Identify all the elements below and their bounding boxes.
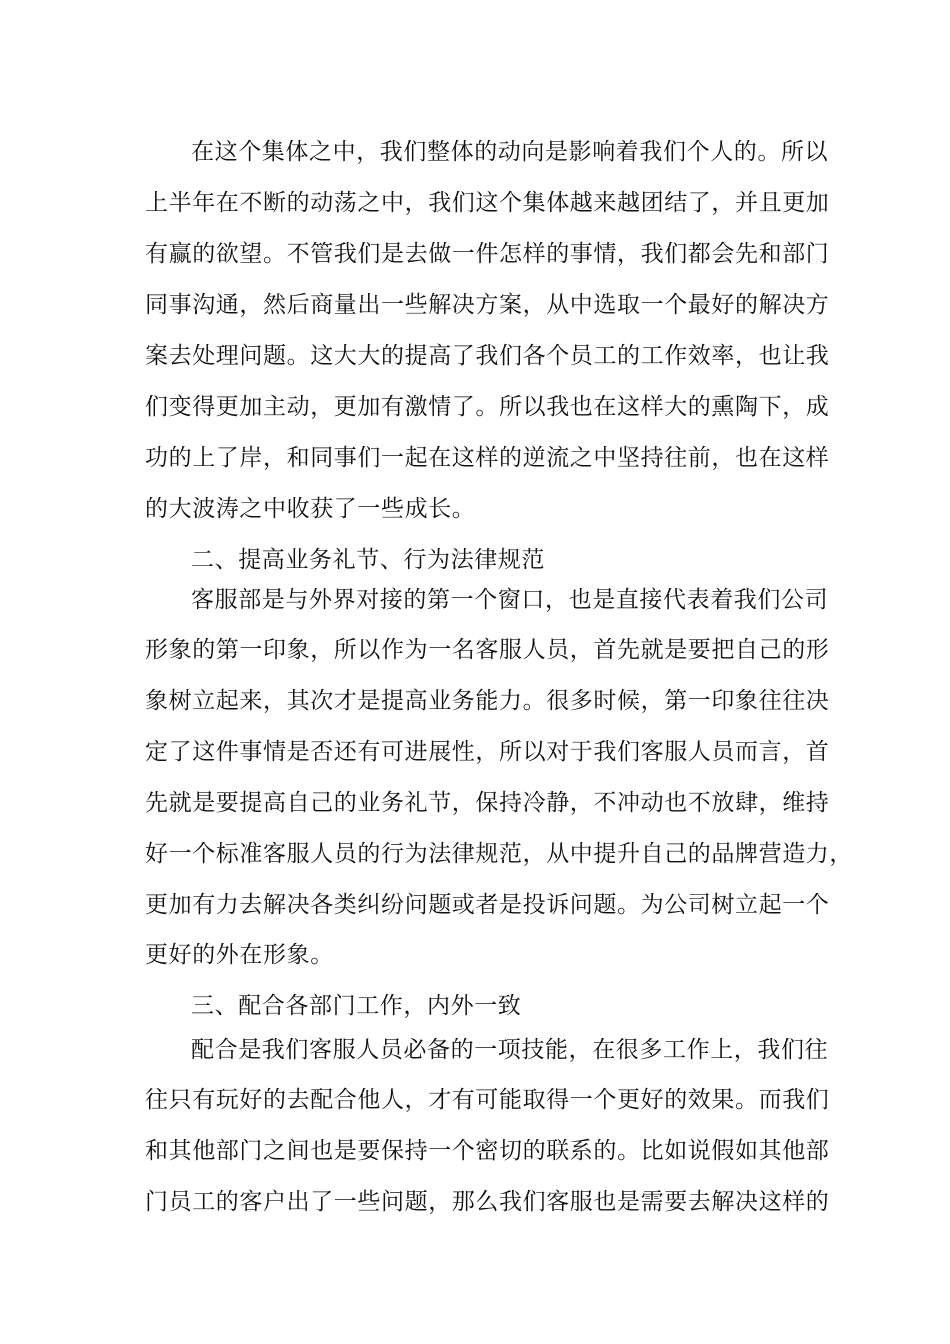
paragraph-line: 更好的外在形象。 — [145, 942, 334, 968]
paragraph-line: 门员工的客户出了一些问题，那么我们客服也是需要去解决这样的 — [145, 1189, 830, 1215]
section-heading: 二、提高业务礼节、行为法律规范 — [191, 547, 545, 573]
paragraph-line: 先就是要提高自己的业务礼节，保持冷静，不冲动也不放肆，维持 — [145, 790, 830, 816]
paragraph-line: 更加有力去解决各类纠纷问题或者是投诉问题。为公司树立起一个 — [145, 892, 830, 918]
paragraph-line: 形象的第一印象，所以作为一名客服人员，首先就是要把自己的形 — [145, 637, 830, 663]
paragraph-line: 配合是我们客服人员必备的一项技能，在很多工作上，我们往 — [191, 1037, 829, 1063]
paragraph-line: 好一个标准客服人员的行为法律规范，从中提升自己的品牌营造力， — [145, 841, 853, 867]
paragraph-line: 案去处理问题。这大大的提高了我们各个员工的工作效率，也让我 — [145, 343, 830, 369]
paragraph-line: 客服部是与外界对接的第一个窗口，也是直接代表着我们公司 — [191, 587, 829, 613]
paragraph-line: 功的上了岸，和同事们一起在这样的逆流之中坚持往前，也在这样 — [145, 445, 830, 471]
paragraph-line: 在这个集体之中，我们整体的动向是影响着我们个人的。所以 — [191, 139, 829, 165]
paragraph-line: 们变得更加主动，更加有激情了。所以我也在这样大的熏陶下，成 — [145, 394, 830, 420]
paragraph-line: 定了这件事情是否还有可进展性，所以对于我们客服人员而言，首 — [145, 739, 830, 765]
paragraph-line: 象树立起来，其次才是提高业务能力。很多时候，第一印象往往决 — [145, 688, 830, 714]
paragraph-line: 有赢的欲望。不管我们是去做一件怎样的事情，我们都会先和部门 — [145, 241, 830, 267]
paragraph-line: 上半年在不断的动荡之中，我们这个集体越来越团结了，并且更加 — [145, 190, 830, 216]
paragraph-line: 的大波涛之中收获了一些成长。 — [145, 496, 476, 522]
paragraph-line: 往只有玩好的去配合他人，才有可能取得一个更好的效果。而我们 — [145, 1087, 830, 1113]
paragraph-line: 和其他部门之间也是要保持一个密切的联系的。比如说假如其他部 — [145, 1138, 830, 1164]
paragraph-line: 同事沟通，然后商量出一些解决方案，从中选取一个最好的解决方 — [145, 292, 830, 318]
section-heading: 三、配合各部门工作，内外一致 — [191, 993, 522, 1019]
